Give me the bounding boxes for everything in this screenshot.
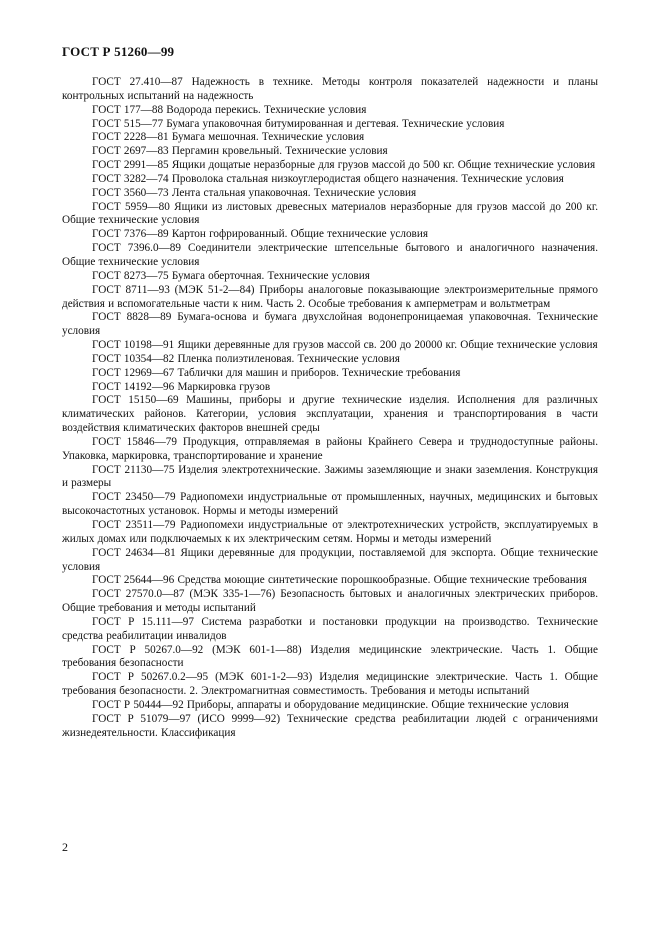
reference-item: ГОСТ 10354—82 Пленка полиэтиленовая. Технические условия — [92, 352, 400, 365]
reference-item: ГОСТ 10198—91 Ящики деревянные для грузов массой св. 200 до 20000 кг. Общие технические условия — [92, 339, 598, 352]
reference-item: ГОСТ 12969—67 Таблички для машин и приборов. Технические требования — [92, 366, 461, 379]
reference-item: ГОСТ 515—77 Бумага упаковочная битумированная и дегтевая. Технические условия — [92, 117, 505, 130]
reference-item: ГОСТ 15846—79 Продукция, отправляемая в районы Крайнего Севера и труднодоступные районы. Упаковка, маркировка, транспортирование и хранение — [62, 435, 598, 462]
reference-item: ГОСТ 2228—81 Бумага мешочная. Технические условия — [92, 131, 365, 144]
reference-item: ГОСТ 24634—81 Ящики деревянные для продукции, поставляемой для экспорта. Общие технические условия — [62, 546, 598, 573]
reference-item: ГОСТ 15150—69 Машины, приборы и другие технические изделия. Исполнения для различных климатических районов. Категории, условия эксплуатации, хранения и транспортирования в части воздействия климатических факторов внешней среды — [62, 394, 598, 435]
reference-list — [62, 76, 598, 741]
reference-item: ГОСТ 7376—89 Картон гофрированный. Общие технические условия — [92, 228, 428, 241]
reference-item: ГОСТ 3282—74 Проволока стальная низкоуглеродистая общего назначения. Технические условия — [92, 172, 564, 185]
reference-item: ГОСТ Р 15.111—97 Система разработки и постановки продукции на производство. Технические средства реабилитации инвалидов — [62, 615, 598, 642]
reference-item: ГОСТ 27.410—87 Надежность в технике. Методы контроля показателей надежности и планы контрольных испытаний на надежность — [62, 76, 598, 102]
reference-item: ГОСТ 7396.0—89 Соединители электрические штепсельные бытового и аналогичного назначения. Общие технические условия — [62, 242, 598, 268]
reference-item: ГОСТ 2697—83 Пергамин кровельный. Технические условия — [92, 145, 388, 158]
reference-item: ГОСТ Р 50444—92 Приборы, аппараты и оборудование медицинские. Общие технические условия — [92, 698, 569, 711]
reference-item: ГОСТ 8828—89 Бумага-основа и бумага двухслойная водонепроницаемая упаковочная. Технические условия — [62, 311, 598, 338]
reference-item: ГОСТ 5959—80 Ящики из листовых древесных материалов неразборные для грузов массой до 200 кг. Общие технические условия — [62, 200, 598, 227]
reference-item: ГОСТ Р 51079—97 (ИСО 9999—92) Технические средства реабилитации людей с ограничениями жизнедеятельности. Классификация — [62, 712, 598, 739]
reference-item: ГОСТ 23511—79 Радиопомехи индустриальные от электротехнических устройств, эксплуатируемых в жилых домах или подключаемых к их электрическим сетям. Нормы и методы измерений — [62, 519, 598, 545]
reference-item: ГОСТ Р 50267.0—92 (МЭК 601-1—88) Изделия медицинские электрические. Часть 1. Общие требования безопасности — [62, 643, 598, 670]
reference-item: ГОСТ 3560—73 Лента стальная упаковочная. Технические условия — [92, 186, 417, 199]
reference-item: ГОСТ 27570.0—87 (МЭК 335-1—76) Безопасность бытовых и аналогичных электрических приборов. Общие требования и методы испытаний — [62, 588, 598, 615]
reference-item: ГОСТ 2991—85 Ящики дощатые неразборные для грузов массой до 500 кг. Общие технические условия — [92, 159, 596, 172]
document-header: ГОСТ Р 51260—99 — [62, 44, 175, 59]
reference-item: ГОСТ 25644—96 Средства моющие синтетические порошкообразные. Общие технические требования — [92, 574, 587, 587]
reference-item: ГОСТ Р 50267.0.2—95 (МЭК 601-1-2—93) Изделия медицинские электрические. Часть 1. Общие требования безопасности. 2. Электромагнитная совместимость. Требования и методы испытаний — [62, 671, 598, 698]
reference-item: ГОСТ 8711—93 (МЭК 51-2—84) Приборы аналоговые показывающие электроизмерительные прямого действия и вспомогательные части к ним. Часть 2. Особые требования к амперметрам и вольтметрам — [62, 283, 598, 310]
page-number: 2 — [62, 840, 68, 854]
reference-item: ГОСТ 177—88 Водорода перекись. Технические условия — [92, 103, 367, 116]
reference-item: ГОСТ 23450—79 Радиопомехи индустриальные от промышленных, научных, медицинских и бытовых высокочастотных установок. Нормы и методы измерений — [62, 491, 598, 518]
reference-item: ГОСТ 8273—75 Бумага оберточная. Технические условия — [92, 269, 370, 282]
reference-item: ГОСТ 14192—96 Маркировка грузов — [92, 380, 271, 393]
reference-item: ГОСТ 21130—75 Изделия электротехнические. Зажимы заземляющие и знаки заземления. Конструкция и размеры — [62, 463, 598, 490]
